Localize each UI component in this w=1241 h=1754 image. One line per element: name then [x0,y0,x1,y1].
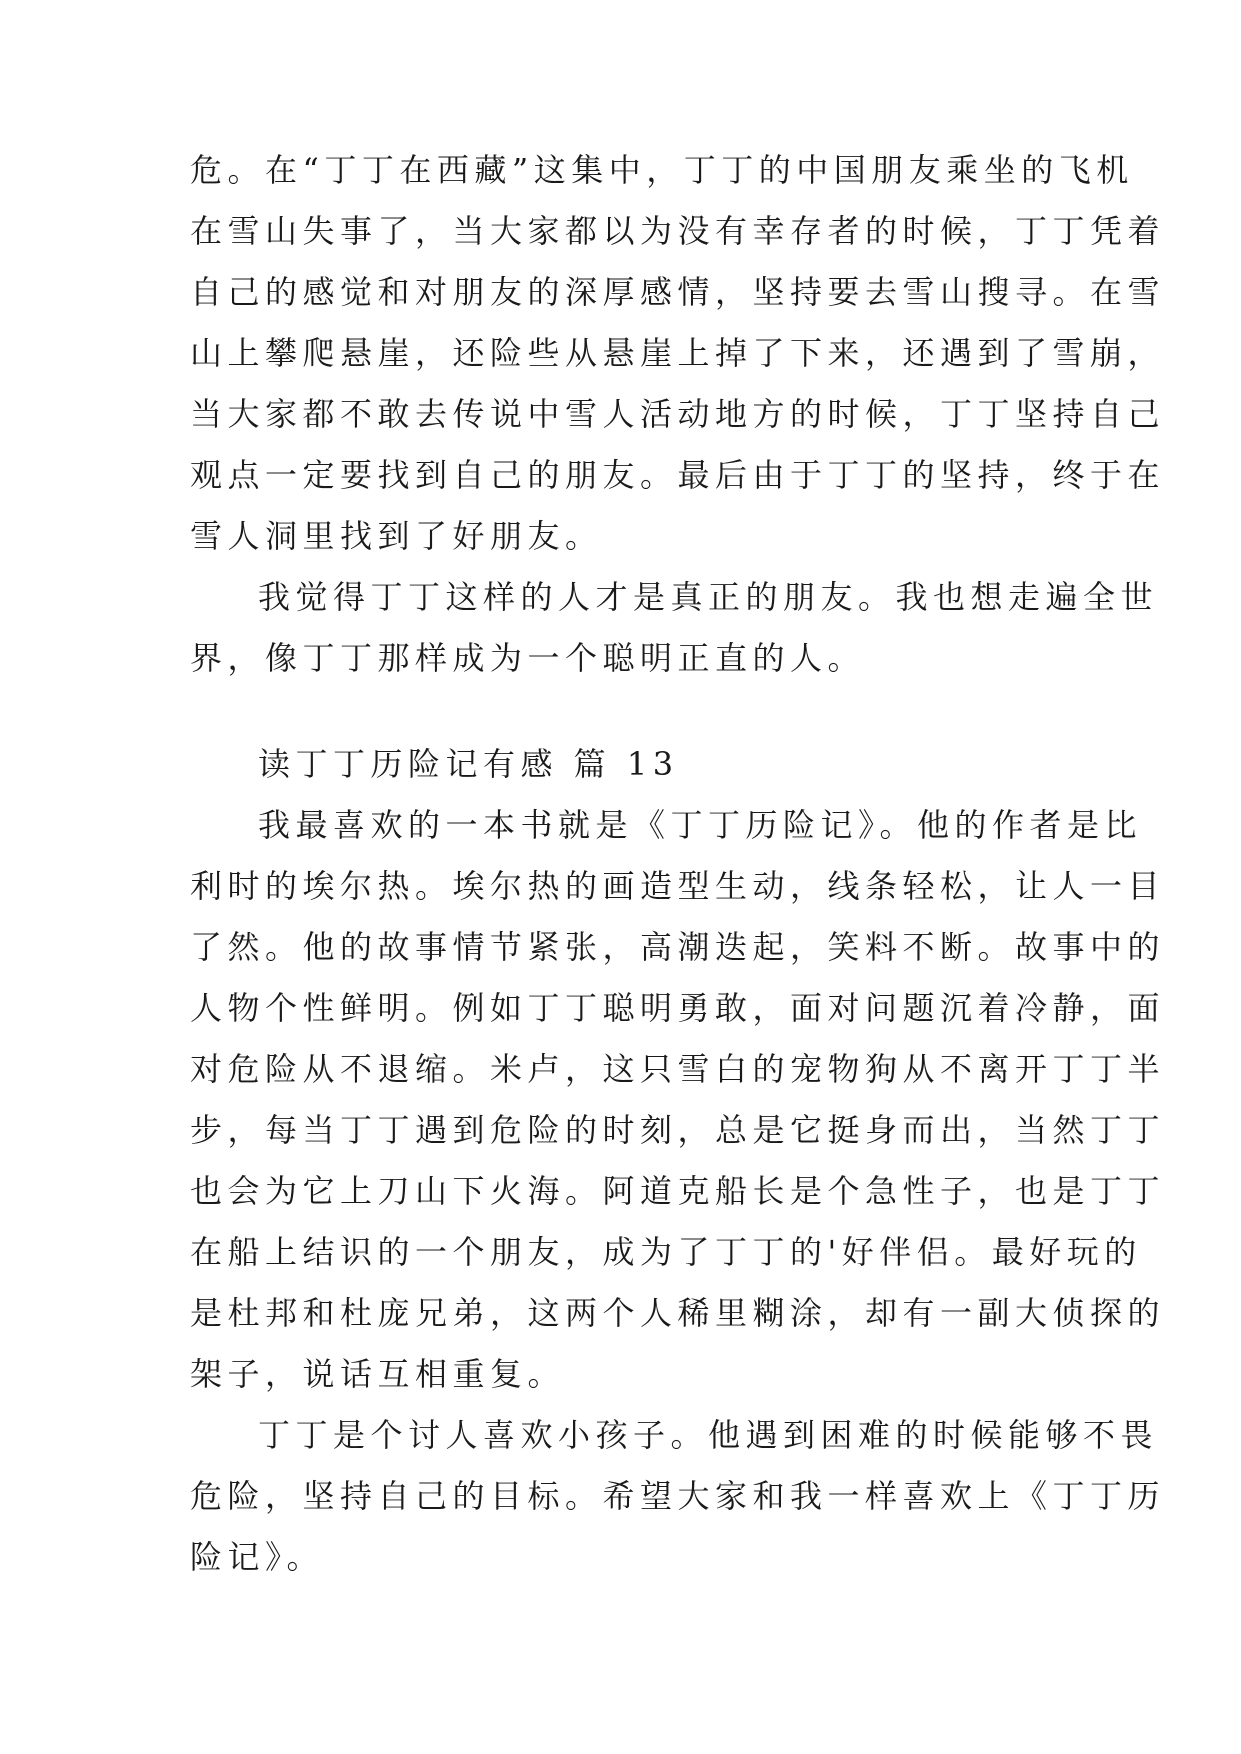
paragraph-4-line-1: 丁丁是个讨人喜欢小孩子。他遇到困难的时候能够不畏 [258,1416,1159,1454]
paragraph-1-line-4: 山上攀爬悬崖，还险些从悬崖上掉了下来，还遇到了雪崩， [190,334,1166,372]
paragraph-4-line-2: 危险，坚持自己的目标。希望大家和我一样喜欢上《丁丁历 [190,1477,1166,1515]
paragraph-3-line-9: 是杜邦和杜庞兄弟，这两个人稀里糊涂，却有一副大侦探的 [190,1294,1166,1332]
paragraph-3-line-2: 利时的埃尔热。埃尔热的画造型生动，线条轻松，让人一目 [190,867,1166,905]
paragraph-3-line-7: 也会为它上刀山下火海。阿道克船长是个急性子，也是丁丁 [190,1172,1166,1210]
paragraph-1-line-7: 雪人洞里找到了好朋友。 [190,517,603,555]
section-heading: 读丁丁历险记有感 篇 13 [258,745,679,783]
paragraph-3-line-8: 在船上结识的一个朋友，成为了丁丁的'好伴侣。最好玩的 [190,1233,1142,1271]
paragraph-2-line-2: 界，像丁丁那样成为一个聪明正直的人。 [190,639,866,677]
paragraph-3-line-5: 对危险从不退缩。米卢，这只雪白的宠物狗从不离开丁丁半 [190,1050,1166,1088]
paragraph-1-line-1: 危。在“丁丁在西藏”这集中，丁丁的中国朋友乘坐的飞机 [190,151,1134,189]
paragraph-3-line-3: 了然。他的故事情节紧张，高潮迭起，笑料不断。故事中的 [190,928,1166,966]
paragraph-4-line-3: 险记》。 [190,1538,325,1576]
paragraph-1-line-6: 观点一定要找到自己的朋友。最后由于丁丁的坚持，终于在 [190,456,1166,494]
paragraph-1-line-5: 当大家都不敢去传说中雪人活动地方的时候，丁丁坚持自己 [190,395,1166,433]
paragraph-2-line-1: 我觉得丁丁这样的人才是真正的朋友。我也想走遍全世 [258,578,1159,616]
paragraph-3-line-6: 步，每当丁丁遇到危险的时刻，总是它挺身而出，当然丁丁 [190,1111,1166,1149]
paragraph-3-line-4: 人物个性鲜明。例如丁丁聪明勇敢，面对问题沉着冷静，面 [190,989,1166,1027]
paragraph-1-line-3: 自己的感觉和对朋友的深厚感情，坚持要去雪山搜寻。在雪 [190,273,1166,311]
paragraph-3-line-10: 架子，说话互相重复。 [190,1355,566,1393]
paragraph-3-line-1: 我最喜欢的一本书就是《丁丁历险记》。他的作者是比 [258,806,1143,844]
paragraph-1-line-2: 在雪山失事了，当大家都以为没有幸存者的时候，丁丁凭着 [190,212,1166,250]
